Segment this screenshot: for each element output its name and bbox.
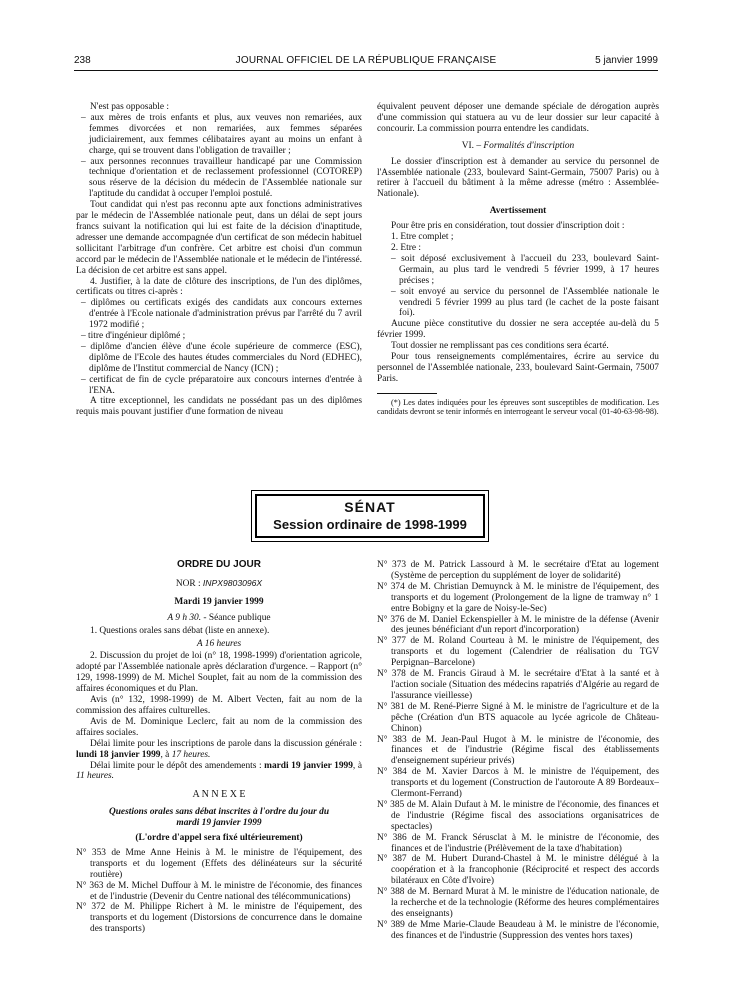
text: Délai limite pour les inscriptions de parole dans la discussion générale : [90, 738, 362, 749]
paragraph: Avis (n° 132, 1998-1999) de M. Albert Vecten, fait au nom de la commission des affaires culturelles. [76, 695, 362, 716]
list-item: 1. Etre complet ; [391, 232, 454, 243]
question-item: N° 353 de Mme Anne Heinis à M. le ministre de l'équipement, des transports et du logement (Effets des délinéateurs sur la sécurité routière) [76, 847, 362, 880]
paragraph: N'est pas opposable : [90, 102, 170, 112]
list-item: – soit déposé exclusivement à l'accueil du 233, boulevard Saint-Germain, au plus tard le vendredi 5 février 1999, à 17 heures précises ; [391, 253, 659, 286]
paragraph: Le dossier d'inscription est à demander au service du personnel de l'Assemblée nationale (233, boulevard Saint-Germain, 75007 Paris) ou à retirer à l'accueil du bâtiment à la même adresse (métro : Assemblée-Nationale). [377, 156, 659, 200]
nor-value: INPX9803096X [202, 577, 263, 588]
page-header [74, 55, 658, 69]
paragraph: Pour être pris en considération, tout dossier d'inscription doit : [391, 221, 625, 232]
question-item: N° 385 de M. Alain Dufaut à M. le ministre de l'économie, des finances et de l'industrie (Régime fiscal des associations organisatrices de spectacles) [377, 799, 659, 832]
list-item: – soit envoyé au service du personnel de l'Assemblée nationale le vendredi 5 février 1999 au plus tard (le cachet de la poste faisant foi). [391, 286, 659, 319]
paragraph: équivalent peuvent déposer une demande spéciale de dérogation auprès d'une commission qui statuera au vu de leur dossier sur leur capacité à concourir. La commission pourra entendre les candidats. [377, 102, 659, 134]
session-title: Session ordinaire de 1998-1999 [273, 517, 467, 532]
paragraph: Avis de M. Dominique Leclerc, fait au nom de la commission des affaires sociales. [76, 716, 362, 738]
senat-title: SÉNAT [344, 499, 396, 515]
deadline-time: 11 heures. [76, 771, 115, 782]
questions-column [377, 560, 659, 942]
paragraph: A titre exceptionnel, les candidats ne possédant pas un des diplômes requis mais pouvant justifier d'une formation de niveau [76, 396, 362, 418]
paragraph [76, 739, 362, 761]
footnote-rule [377, 393, 437, 394]
question-item: N° 383 de M. Jean-Paul Hugot à M. le ministre de l'économie, des finances et de l'industrie (Régime fiscal des établissements d'enseignement supérieur privés) [377, 734, 659, 767]
right-top-column [377, 102, 659, 417]
paragraph: Tout dossier ne remplissant pas ces conditions sera écarté. [391, 341, 609, 352]
ordre-du-jour-column [76, 560, 362, 935]
question-item: N° 386 de M. Franck Sérusclat à M. le ministre de l'économie, des finances et de l'industrie (Prélèvement de la taxe d'habitation) [377, 832, 659, 854]
deadline-time: 17 heures. [171, 749, 211, 760]
senat-banner [255, 494, 485, 538]
ordre-title: ORDRE DU JOUR [177, 559, 261, 570]
list-item: – aux mères de trois enfants et plus, aux veuves non remariées, aux femmes divorcées et non remariées, aux femmes séparées judiciairement, aux femmes célibataires ayant au moins un enfant à charge, qui se trouvent dans l'obligation de travailler ; [81, 112, 362, 156]
footnote: (*) Les dates indiquées pour les épreuves sont susceptibles de modification. Les candidats devront se tenir informés en interrogeant le serveur vocal (01-40-63-98-98). [377, 397, 659, 417]
question-item: N° 372 de M. Philippe Richert à M. le ministre de l'équipement, des transports et du logement (Distorsions de concurrence dans le domaine des transports) [76, 902, 362, 935]
question-item: N° 376 de M. Daniel Eckenspieller à M. le ministre de la défense (Avenir des jeunes bénéficiant d'un report d'incorporation) [377, 614, 659, 636]
list-item: – certificat de fin de cycle préparatoire aux concours internes d'entrée à l'ENA. [81, 374, 362, 396]
question-item: N° 377 de M. Roland Courteau à M. le ministre de l'équipement, des transports et du logement (Calendrier de réalisation du TGV Perpignan–Barcelone) [377, 636, 659, 669]
paragraph: Pour tous renseignements complémentaires, écrire au service du personnel de l'Assemblée nationale, 233, boulevard Saint-Germain, 75007 Paris. [377, 352, 659, 384]
list-item: – diplôme d'ancien élève d'une école supérieure de commerce (ESC), diplôme de l'Ecole des hautes études commerciales du Nord (EDHEC), diplôme de l'Institut commercial de Nancy (ICN) ; [81, 341, 362, 374]
time-rest: - Séance publique [201, 612, 271, 623]
text: Délai limite pour le dépôt des amendements : [90, 760, 265, 771]
question-item: N° 389 de Mme Marie-Claude Beaudeau à M. le ministre de l'économie, des finances et de l'industrie (Suppression des ventes hors taxes) [377, 919, 659, 941]
list-item: 2. Etre : [391, 242, 421, 253]
annexe-heading: A N N E X E [192, 789, 246, 801]
section-heading [377, 141, 659, 152]
session-date: Mardi 19 janvier 1999 [174, 596, 264, 607]
nor-line [76, 578, 362, 590]
annexe-title: Questions orales sans débat inscrites à l'ordre du jour du mardi 19 janvier 1999 [108, 807, 330, 829]
paragraph: 4. Justifier, à la date de clôture des inscriptions, de l'un des diplômes, certificats ou titres ci-après : [76, 276, 362, 298]
question-item: N° 363 de M. Michel Duffour à M. le ministre de l'économie, des finances et de l'industrie (Devenir du Centre national des télécommunications) [76, 880, 362, 902]
issue-date: 5 janvier 1999 [595, 55, 658, 66]
section-number: VI. – [461, 140, 482, 151]
deadline-date: lundi 18 janvier 1999 [76, 749, 161, 760]
question-item: N° 374 de M. Christian Demuynck à M. le ministre de l'équipement, des transports et du logement (Prolongement de la ligne de tramway n° 1 entre Bobigny et la gare de Noisy-le-Sec) [377, 581, 659, 614]
question-item: N° 388 de M. Bernard Murat à M. le ministre de l'éducation nationale, de la recherche et de la technologie (Réforme des heures complémentaires des enseignants) [377, 887, 659, 919]
text: , à [352, 760, 362, 771]
question-item: N° 378 de M. Francis Giraud à M. le secrétaire d'Etat à la santé et à l'action sociale (Situation des médecins rapatriés d'Algérie au regard de l'assurance vieillesse) [377, 669, 659, 701]
list-item: – aux personnes reconnues travailleur handicapé par une Commission technique d'orientation et de reclassement professionnel (COTOREP) sous réserve de la décision du médecin de l'Assemblée nationale sur l'aptitude du candidat à occuper l'emploi postulé. [81, 156, 362, 200]
paragraph: Tout candidat qui n'est pas reconnu apte aux fonctions administratives par le médecin de l'Assemblée nationale peut, dans un délai de sept jours francs suivant la notification qui lui est faite de la décision d'inaptitude, adresser une demande accompagnée d'un certificat de son médecin habituel sollicitant l'arbitrage d'un confrère. Cet arbitre est choisi d'un commun accord par le médecin de l'Assemblée nationale et le médecin de l'intéressé. La décision de cet arbitre est sans appel. [76, 200, 362, 276]
nor-label: NOR : [175, 578, 201, 589]
question-item: N° 373 de M. Patrick Lassourd à M. le secrétaire d'Etat au logement (Système de perception du supplément de loyer de solidarité) [377, 560, 659, 581]
list-item: – titre d'ingénieur diplômé ; [81, 331, 186, 342]
text: , à [160, 749, 172, 760]
list-item: – diplômes ou certificats exigés des candidats aux concours externes d'entrée à l'Ecole nationale d'administration prévus par l'arrêté du 7 avril 1972 modifié ; [81, 298, 362, 331]
deadline-date: mardi 19 janvier 1999 [264, 760, 353, 771]
header-rule [74, 70, 658, 71]
question-item: N° 381 de M. René-Pierre Signé à M. le ministre de l'agriculture et de la pêche (Création d'un BTS aquacole au lycée agricole de Château-Chinon) [377, 701, 659, 734]
paragraph [76, 761, 362, 783]
avertissement-heading: Avertissement [489, 206, 547, 217]
question-item: N° 387 de M. Hubert Durand-Chastel à M. le ministre délégué à la coopération et à la francophonie (Réciprocité et respect des accords bilatéraux en Côte d'Ivoire) [377, 854, 659, 887]
time-line: A 16 heures [196, 638, 242, 649]
time-line [76, 613, 362, 624]
annexe-subtitle: (L'ordre d'appel sera fixé ultérieurement) [135, 833, 303, 844]
paragraph: Aucune pièce constitutive du dossier ne sera acceptée au-delà du 5 février 1999. [377, 319, 659, 341]
agenda-item: 2. Discussion du projet de loi (n° 18, 1998-1999) d'orientation agricole, adopté par l'Assemblée nationale après déclaration d'urgence. – Rapport (n° 129, 1998-1999) de M. Michel Souplet, fait au nom de la commission des affaires économiques et du Plan. [76, 651, 362, 695]
section-title: Formalités d'inscription [483, 140, 575, 151]
agenda-item: 1. Questions orales sans débat (liste en annexe). [90, 625, 270, 636]
journal-title: JOURNAL OFFICIEL DE LA RÉPUBLIQUE FRANÇAISE [235, 55, 497, 66]
time-value: A 9 h 30. [167, 612, 202, 623]
left-top-column [76, 102, 362, 418]
page-number: 238 [74, 55, 91, 66]
question-item: N° 384 de M. Xavier Darcos à M. le ministre de l'équipement, des transports et du logement (Construction de l'autoroute A 89 Bordeaux–Clermont-Ferrand) [377, 767, 659, 800]
